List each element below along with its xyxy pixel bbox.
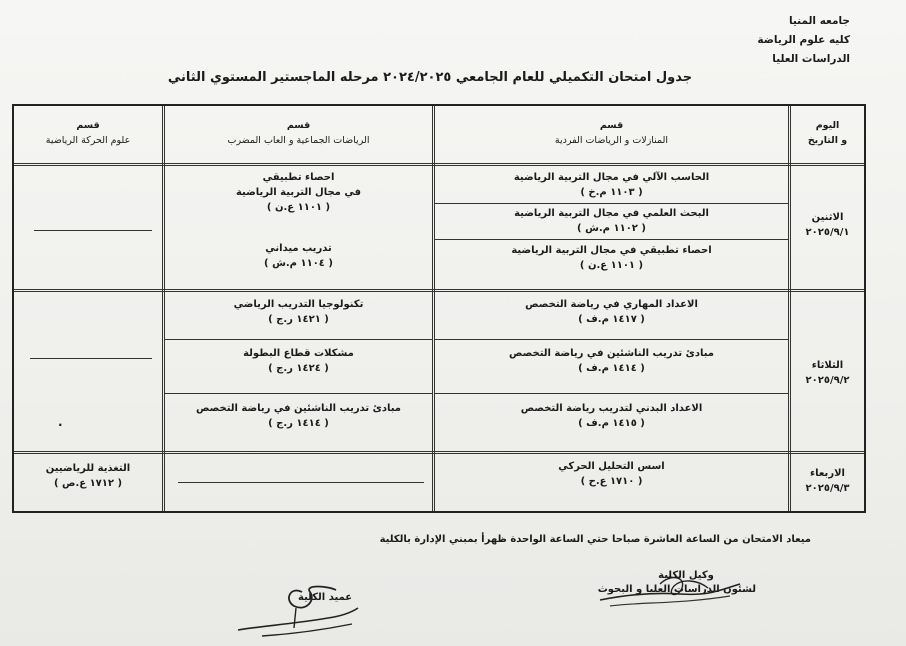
exam-date: ٢٠٢٥/٩/٣	[805, 483, 850, 494]
vice-dean-office: لشئون الدراسات العليا و البحوث	[597, 584, 756, 595]
subject-name-line2: في مجال التربية الرياضية	[235, 187, 362, 198]
faculty-name: كليه علوم الرياضة	[757, 34, 850, 46]
subject-code: ( ١١٠٣ م.خ )	[580, 187, 643, 198]
subject-code: ( ١٤١٤ ر.ج )	[268, 418, 329, 429]
subject-name: احصاء تطبيقي في مجال التربية الرياضية	[511, 245, 712, 256]
subject-code: ( ١١٠٤ م.ش )	[264, 258, 333, 269]
header-dept3	[14, 118, 162, 148]
subject-entry	[435, 401, 788, 431]
university-name: جامعه المنيا	[788, 15, 850, 27]
header-dept3-name: علوم الحركة الرياضية	[45, 135, 131, 146]
subject-code: ( ١٧١٢ ع.ص )	[53, 478, 123, 489]
dean-signature	[232, 578, 362, 642]
vice-dean-title: وكيل الكلية	[658, 570, 714, 581]
exam-time-note: ميعاد الامتحان من الساعة العاشرة صباحا حتي الساعة الواحدة ظهرأ بمبني الإدارة بالكلية	[379, 534, 811, 545]
header-dept1	[435, 118, 788, 148]
subject-entry	[165, 346, 432, 376]
exam-date: ٢٠٢٥/٩/٢	[805, 375, 850, 386]
header-dept2-label: قسم	[286, 120, 311, 131]
header-date-label: و التاريخ	[807, 135, 848, 146]
empty-cell-dash	[178, 482, 424, 483]
subject-name: تكنولوجيا التدريب الرياضي	[233, 299, 364, 310]
row-divider	[14, 163, 864, 166]
subject-name: احصاء تطبيقي	[262, 172, 335, 183]
row-divider	[14, 451, 864, 454]
vice-dean-signature	[590, 566, 750, 616]
subject-code: ( ١٤١٧ م.ف )	[578, 314, 645, 325]
subject-name: التغذية للرياضيين	[45, 463, 131, 474]
dean-title: عميد الكلية	[298, 592, 353, 603]
exam-schedule-table	[12, 104, 866, 513]
day-name: الاربعاء	[810, 468, 845, 479]
subject-entry	[435, 206, 788, 236]
subject-name: البحث العلمي في مجال التربية الرياضية	[514, 208, 709, 219]
cell-separator	[165, 393, 432, 394]
cell-separator	[435, 203, 788, 204]
subject-entry	[435, 170, 788, 200]
row-divider	[14, 289, 864, 292]
subject-name: مبادئ تدريب الناشئين في رياضة التخصص	[508, 348, 714, 359]
subject-entry	[14, 461, 162, 491]
subject-code: ( ١١٠١ ع.ن )	[266, 202, 331, 213]
subject-code: ( ١٤١٤ م.ف )	[578, 363, 645, 374]
subject-code: ( ١٤١٥ م.ف )	[578, 418, 645, 429]
header-dept1-label: قسم	[599, 120, 624, 131]
subject-code: ( ١٤٢٤ ر.ج )	[268, 363, 329, 374]
cell-separator	[435, 239, 788, 240]
subject-name: الاعداد البدني لتدريب رياضة التخصص	[520, 403, 703, 414]
subject-code: ( ١٧١٠ ع.ح )	[580, 476, 643, 487]
header-dept2	[165, 118, 432, 148]
header-day-date	[791, 118, 864, 148]
header-day-label: اليوم	[815, 120, 840, 131]
header-dept1-name: المنازلات و الرياضات الفردية	[554, 135, 669, 146]
cell-separator	[435, 339, 788, 340]
subject-entry	[165, 241, 432, 271]
subject-entry	[165, 401, 432, 431]
institution-header	[690, 12, 850, 69]
department-name: الدراسات العليا	[772, 53, 850, 65]
header-dept3-label: قسم	[76, 120, 100, 131]
day-cell-tuesday	[791, 358, 864, 388]
day-cell-wednesday	[791, 466, 864, 496]
subject-code: ( ١١٠٢ م.ش )	[577, 223, 646, 234]
subject-name: مبادئ تدريب الناشئين في رياضة التخصص	[195, 403, 401, 414]
subject-name: اسس التحليل الحركي	[558, 461, 665, 472]
subject-entry	[435, 297, 788, 327]
stray-mark: .	[58, 415, 63, 429]
subject-entry	[435, 459, 788, 489]
day-cell-monday	[791, 210, 864, 240]
empty-cell-dash	[30, 358, 152, 359]
subject-entry	[165, 170, 432, 215]
header-dept2-name: الرياضات الجماعية و العاب المضرب	[227, 135, 370, 146]
cell-separator	[165, 339, 432, 340]
empty-cell-dash	[34, 230, 152, 231]
subject-code: ( ١٤٢١ ر.ج )	[268, 314, 329, 325]
subject-entry	[435, 243, 788, 273]
subject-name: مشكلات قطاع البطولة	[243, 348, 354, 359]
document-title: جدول امتحان التكميلي للعام الجامعي ٢٠٢٤/٢٠٢٥ مرحله الماجستير المستوي الثاني	[167, 70, 693, 85]
subject-entry	[435, 346, 788, 376]
day-name: الاثنين	[811, 212, 844, 223]
cell-separator	[435, 393, 788, 394]
subject-entry	[165, 297, 432, 327]
day-name: الثلاثاء	[811, 360, 844, 371]
subject-name: تدريب ميداني	[265, 243, 332, 254]
subject-code: ( ١١٠١ ع.ن )	[579, 260, 644, 271]
exam-date: ٢٠٢٥/٩/١	[805, 227, 850, 238]
subject-name: الحاسب الآلي في مجال التربية الرياضية	[513, 172, 710, 183]
subject-name: الاعداد المهاري في رياضة التخصص	[525, 299, 698, 310]
